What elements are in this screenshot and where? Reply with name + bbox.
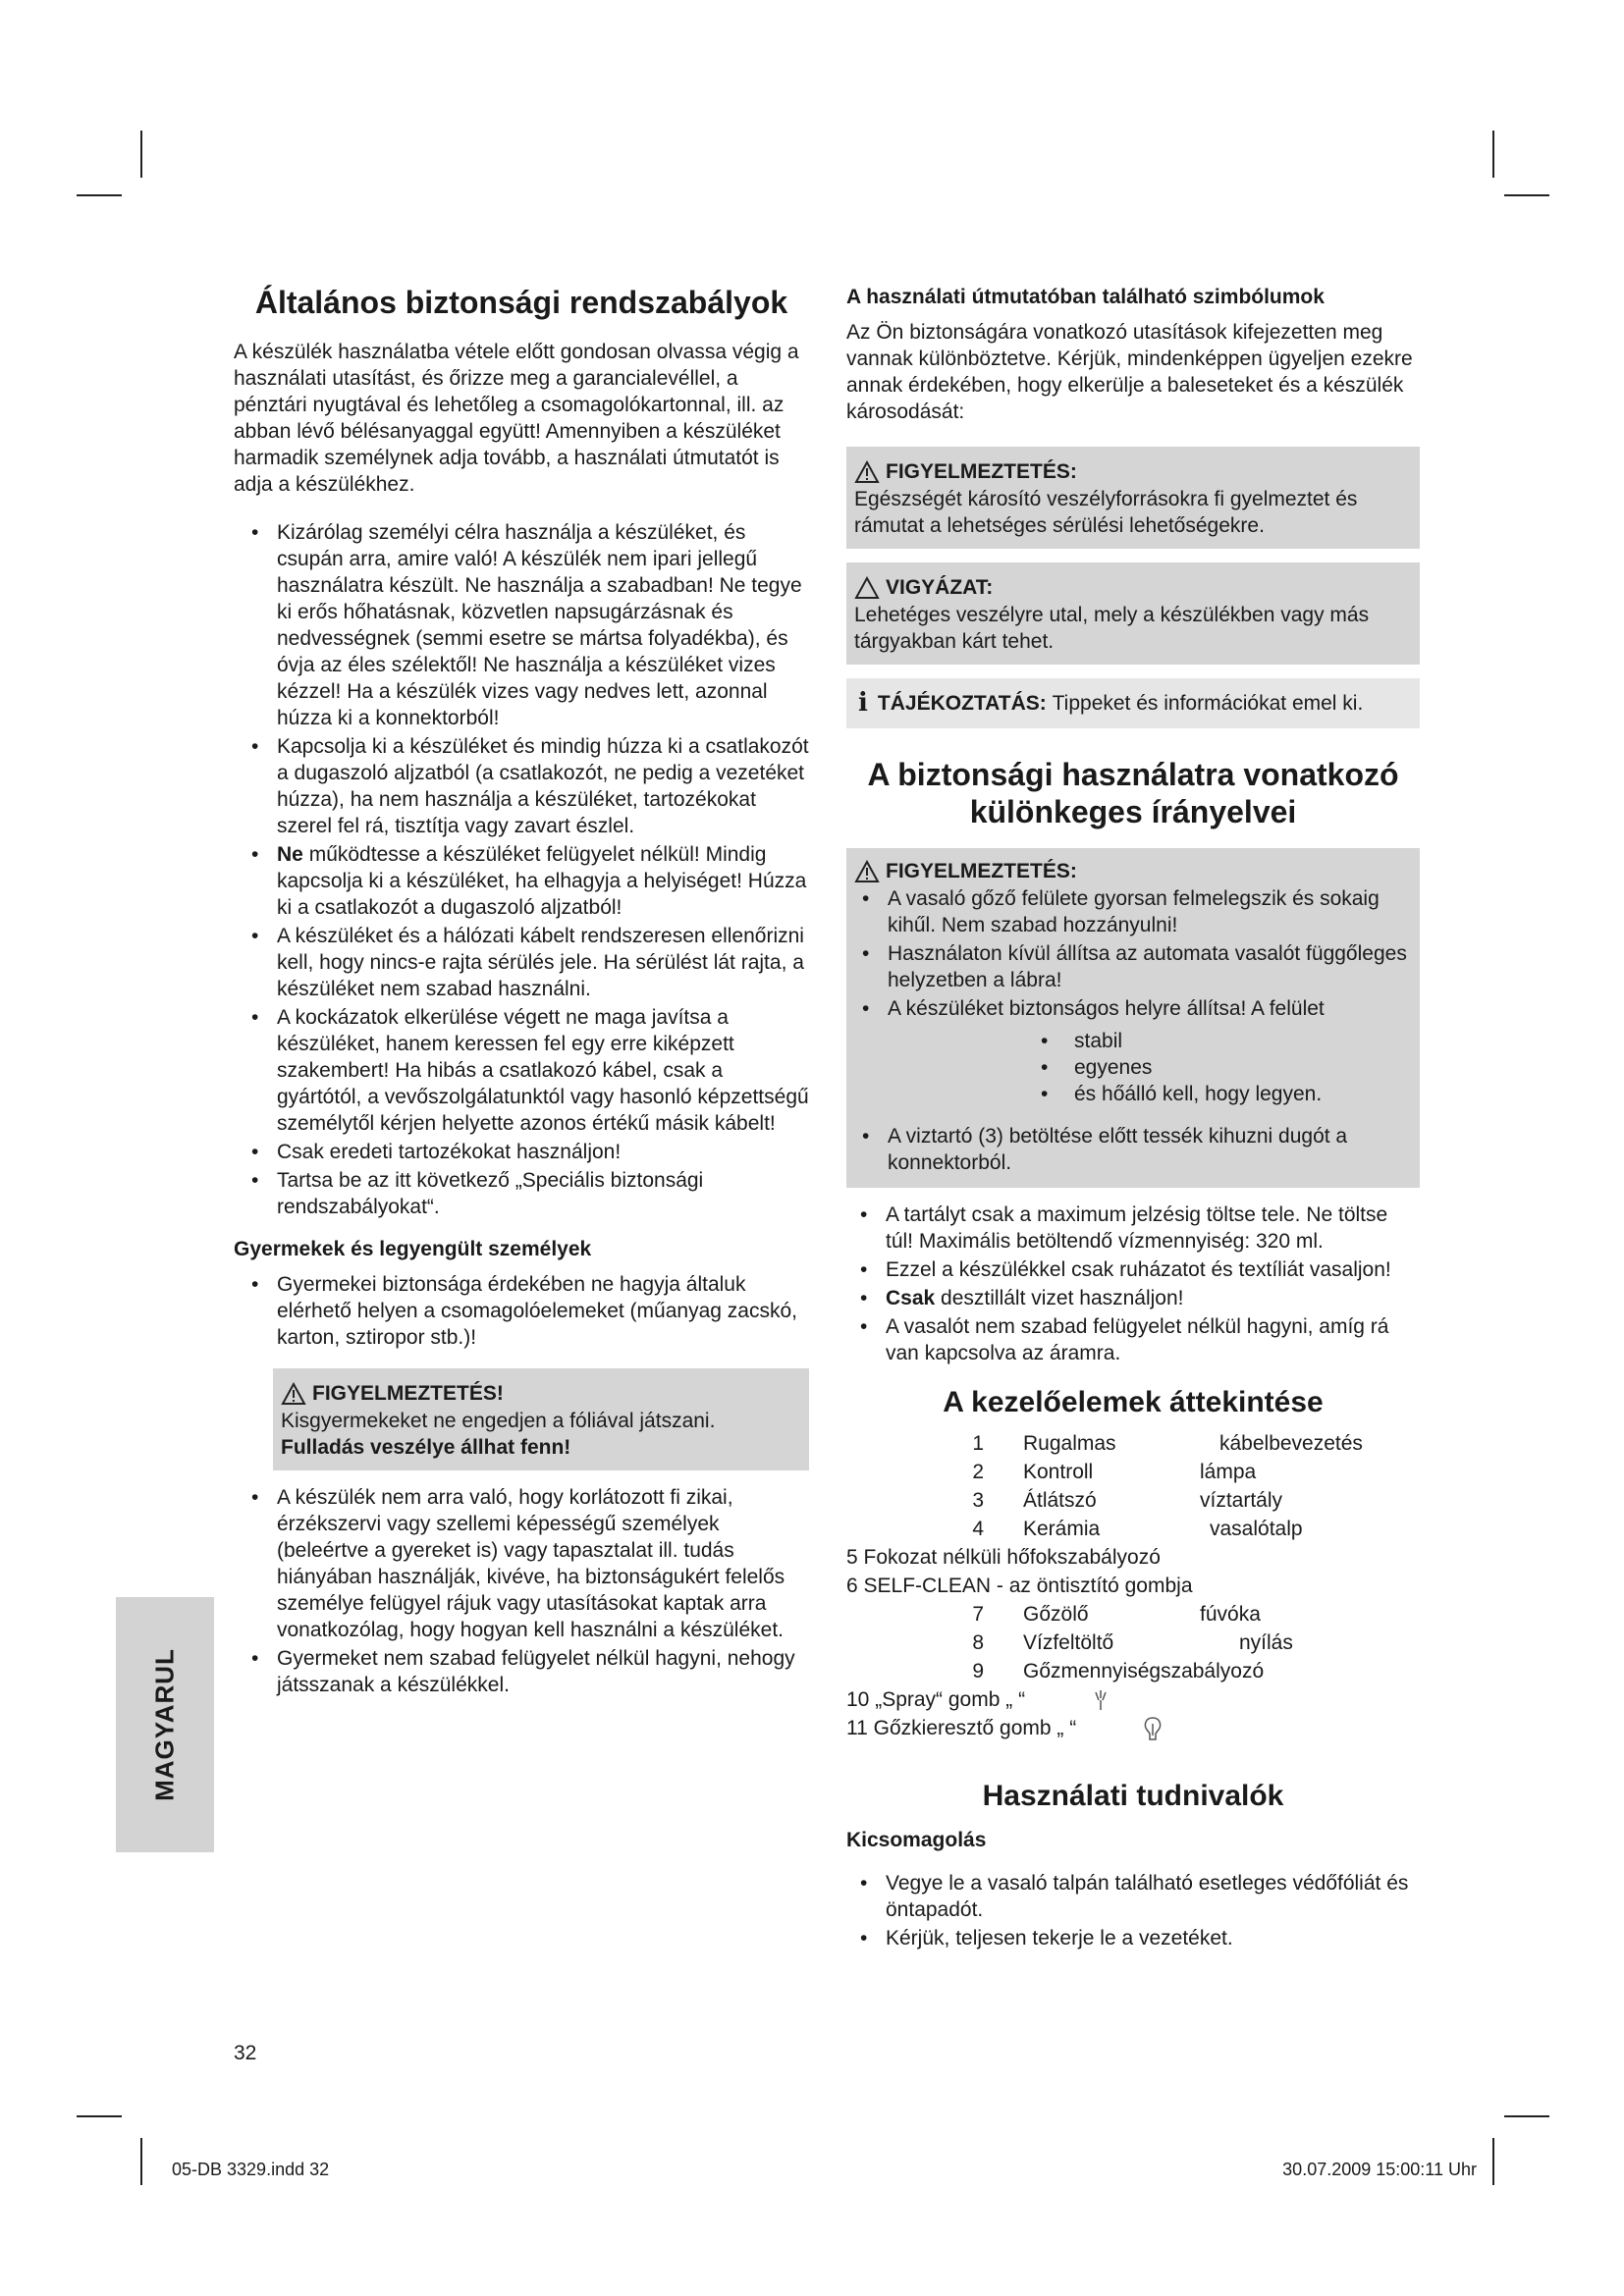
table-row: 1 Rugalmas kábelbevezetés bbox=[972, 1432, 1363, 1455]
table-row: 2 Kontroll lámpa bbox=[972, 1461, 1257, 1483]
children-list-2 bbox=[234, 1484, 809, 1698]
symbol-info-box bbox=[846, 678, 1420, 728]
list-item-text: működtesse a készüléket felügyelet nélkül! Mindig kapcsolja ki a készüléket, ha elhagyja a helyiséget! Húzza ki a csatlakozót a dugaszoló aljzatból! bbox=[277, 843, 807, 919]
crop-mark bbox=[140, 131, 142, 178]
special-safety-title-line: A biztonsági használatra vonatkozó bbox=[867, 757, 1399, 792]
list-item: • egyenes bbox=[1041, 1054, 1410, 1081]
control-number: 5 bbox=[846, 1546, 858, 1569]
list-item: • Használaton kívül állítsa az automata vasalót függőleges helyzetben a lábra! bbox=[854, 940, 1410, 993]
list-item: • Gyermekei biztonsága érdekében ne hagyja általuk elérhető helyen a csomagolóelemeket (műanyag zacskó, karton, sztiropor stb.)! bbox=[234, 1271, 809, 1351]
crop-mark bbox=[1492, 2138, 1494, 2185]
crop-mark bbox=[1492, 131, 1494, 178]
list-item: • Csak eredeti tartozékokat használjon! bbox=[234, 1139, 809, 1165]
table-row bbox=[846, 1572, 1363, 1600]
crop-mark bbox=[1504, 194, 1549, 196]
spray-icon bbox=[1090, 1688, 1111, 1712]
table-row bbox=[846, 1714, 1363, 1742]
symbol-info-text: Tippeket és információkat emel ki. bbox=[1052, 692, 1364, 715]
language-tab bbox=[116, 1597, 214, 1852]
crop-mark bbox=[1504, 2115, 1549, 2117]
table-row: 8 Vízfeltöltő nyílás bbox=[972, 1631, 1293, 1654]
usage-title: Használati tudnivalók bbox=[982, 1780, 1284, 1812]
symbol-caution-text: Lehetéges veszélyre utal, mely a készülékben vagy más tárgyakban kárt tehet. bbox=[854, 604, 1370, 653]
control-number: 11 bbox=[846, 1717, 868, 1739]
list-item bbox=[234, 841, 809, 921]
list-item: • stabil bbox=[1041, 1028, 1410, 1054]
control-label: SELF-CLEAN - az öntisztító gombja bbox=[863, 1575, 1193, 1597]
list-item: • A készüléket és a hálózati kábelt rendszeresen ellenőrizni kell, hogy nincs-e rajta sérülés jele. Ha sérülést lát rajta, a készüléket nem szabad használni. bbox=[234, 923, 809, 1002]
caution-triangle-icon bbox=[854, 576, 880, 600]
warning-box bbox=[273, 1368, 809, 1470]
children-list bbox=[234, 1271, 809, 1351]
table-row bbox=[846, 1685, 1363, 1714]
list-item: • A tartályt csak a maximum jelzésig töltse tele. Ne töltse túl! Maximális betöltendő vízmennyiség: 320 ml. bbox=[846, 1201, 1420, 1255]
list-item: • A kockázatok elkerülése végett ne maga javítsa a készüléket, hanem keressen fel egy erre kiképzett szakembert! Ha hibás a csatlakozó kábel, csak a gyártótól, a vevőszolgálatunktól vagy hasonló képzettségű személytől kérjen helyette azonos értékű másik kábelt! bbox=[234, 1004, 809, 1137]
emphasis-text: Ne bbox=[277, 843, 303, 866]
control-label: „Spray“ gomb „ “ bbox=[875, 1688, 1026, 1711]
warning-triangle-icon bbox=[854, 460, 880, 484]
control-label: Gőzkieresztő gomb „ “ bbox=[873, 1717, 1077, 1739]
list-item: • Tartsa be az itt következő „Speciális biztonsági rendszabályokat“. bbox=[234, 1167, 809, 1220]
info-icon: i bbox=[858, 688, 868, 718]
list-item: • és hőálló kell, hogy legyen. bbox=[1041, 1081, 1410, 1107]
warning-triangle-icon bbox=[281, 1382, 306, 1406]
warning-triangle-icon bbox=[854, 860, 880, 883]
list-item: • Kérjük, teljesen tekerje le a vezetéket. bbox=[846, 1925, 1420, 1951]
list-item: • A vasalót nem szabad felügyelet nélkül hagyni, amíg rá van kapcsolva az áramra. bbox=[846, 1313, 1420, 1366]
table-row: 7 Gőzölő fúvóka bbox=[972, 1603, 1261, 1626]
crop-mark bbox=[77, 194, 122, 196]
special-safety-title-line: különkeges írányelvei bbox=[969, 794, 1297, 829]
control-number: 10 bbox=[846, 1688, 870, 1711]
list-item: • Vegye le a vasaló talpán található esetleges védőfóliát és öntapadót. bbox=[846, 1870, 1420, 1923]
general-safety-list bbox=[234, 519, 809, 1220]
list-item: • A készüléket biztonságos helyre állítsa! A felület bbox=[854, 995, 1410, 1022]
special-warning-box bbox=[846, 848, 1420, 1188]
symbol-caution-box bbox=[846, 562, 1420, 665]
warning-text: Kisgyermekeket ne engedjen a fóliával játszani. bbox=[281, 1410, 716, 1432]
special-warning-list-2 bbox=[854, 1123, 1410, 1176]
control-number: 6 bbox=[846, 1575, 858, 1597]
usage-rules-list bbox=[846, 1201, 1420, 1366]
list-item: • A vasaló gőző felülete gyorsan felmelegszik és sokaig kihűl. Nem szabad hozzányulni! bbox=[854, 885, 1410, 938]
controls-title: A kezelőelemek áttekintése bbox=[943, 1386, 1324, 1418]
table-row: 4 Kerámia vasalótalp bbox=[972, 1518, 1303, 1540]
controls-table bbox=[846, 1429, 1363, 1742]
symbols-heading: A használati útmutatóban található szimbólumok bbox=[846, 286, 1325, 308]
unpacking-list bbox=[846, 1870, 1420, 1951]
surface-requirements-list bbox=[1041, 1028, 1410, 1107]
general-safety-intro: A készülék használatba vétele előtt gondosan olvassa végig a használati utasítást, és őrizze meg a garancialevéllel, a pénztári nyugtával és lehetőleg a csomagolókartonnal, ill. az abban lévő bélésanyaggal együtt! Amennyiben a készüléket harmadik személynek adja tovább, a használati útmutatót is adja a készülékhez. bbox=[234, 341, 799, 496]
warning-bold-text: Fulladás veszélye állhat fenn! bbox=[281, 1436, 571, 1459]
symbol-caution-title: VIGYÁZAT: bbox=[886, 576, 994, 599]
list-item: • Kapcsolja ki a készüléket és mindig húzza ki a csatlakozót a dugaszoló aljzatból (a csatlakozót, ne pedig a vezetéket húzza), ha nem használja a készüléket, tartozékokat szerel fel rá, tisztítja vagy zavart észlel. bbox=[234, 733, 809, 839]
steam-burst-icon bbox=[1141, 1716, 1164, 1741]
warning-title: FIGYELMEZTETÉS! bbox=[312, 1382, 504, 1405]
special-warning-title: FIGYELMEZTETÉS: bbox=[886, 860, 1077, 882]
list-item bbox=[846, 1285, 1420, 1311]
symbols-intro: Az Ön biztonságára vonatkozó utasítások kifejezetten meg vannak különböztetve. Kérjük, mindenképpen ügyeljen ezekre annak érdekében, hogy elkerülje a baleseteket és a készülék károsodását: bbox=[846, 321, 1413, 423]
table-row bbox=[846, 1543, 1363, 1572]
list-item: • A viztartó (3) betöltése előtt tessék kihuzni dugót a konnektorból. bbox=[854, 1123, 1410, 1176]
control-label: Fokozat nélküli hőfokszabályozó bbox=[863, 1546, 1161, 1569]
list-item-text: desztillált vizet használjon! bbox=[941, 1287, 1184, 1309]
general-safety-title: Általános biztonsági rendszabályok bbox=[254, 285, 788, 320]
special-safety-title bbox=[846, 756, 1420, 830]
list-item: • Kizárólag személyi célra használja a készüléket, és csupán arra, amire való! A készülék nem ipari jellegű használatra készült. Ne használja a szabadban! Ne tegye ki erős hőhatásnak, közvetlen napsugárzásnak és nedvességnek (semmi esetre se mártsa folyadékba), és óvja az éles szélektől! Ne használja a készüléket vizes kézzel! Ha a készülék vizes vagy nedves lett, azonnal húzza ki a konnektorból! bbox=[234, 519, 809, 731]
special-warning-list bbox=[854, 885, 1410, 1022]
children-heading: Gyermekek és legyengült személyek bbox=[234, 1238, 592, 1260]
list-item: • Gyermeket nem szabad felügyelet nélkül hagyni, nehogy játsszanak a készülékkel. bbox=[234, 1645, 809, 1698]
crop-mark bbox=[140, 2138, 142, 2185]
symbol-warning-title: FIGYELMEZTETÉS: bbox=[886, 460, 1077, 483]
list-item: • A készülék nem arra való, hogy korlátozott fi zikai, érzékszervi vagy szellemi képességű személyek (beleértve a gyereket is) vagy tapasztalat ill. tudás hiányában használják, kivéve, ha biztonságukért felelős személye felügyel rájuk vagy utasításokat kaptak arra vonatkozólag, hogy hogyan kell használni a készüléket. bbox=[234, 1484, 809, 1643]
symbol-warning-text: Egészségét károsító veszélyforrásokra fi gyelmeztet és rámutat a lehetséges sérülési lehetőségekre. bbox=[854, 488, 1358, 537]
table-row: 3 Átlátszó víztartály bbox=[972, 1489, 1283, 1512]
unpacking-heading: Kicsomagolás bbox=[846, 1829, 987, 1851]
symbol-info-title: TÁJÉKOZTATÁS: bbox=[877, 692, 1047, 715]
print-slug-file: 05-DB 3329.indd 32 bbox=[172, 2160, 330, 2179]
crop-mark bbox=[77, 2115, 122, 2117]
left-column bbox=[234, 270, 809, 1716]
right-column bbox=[846, 286, 1420, 1969]
symbol-warning-box bbox=[846, 447, 1420, 549]
language-tab-label: MAGYARUL bbox=[149, 1648, 180, 1801]
table-row: 9 Gőzmennyiségszabályozó bbox=[972, 1660, 1265, 1682]
page-number: 32 bbox=[234, 2042, 257, 2064]
emphasis-text: Csak bbox=[886, 1287, 936, 1309]
list-item: • Ezzel a készülékkel csak ruházatot és textíliát vasaljon! bbox=[846, 1256, 1420, 1283]
print-slug-date: 30.07.2009 15:00:11 Uhr bbox=[1282, 2160, 1477, 2179]
